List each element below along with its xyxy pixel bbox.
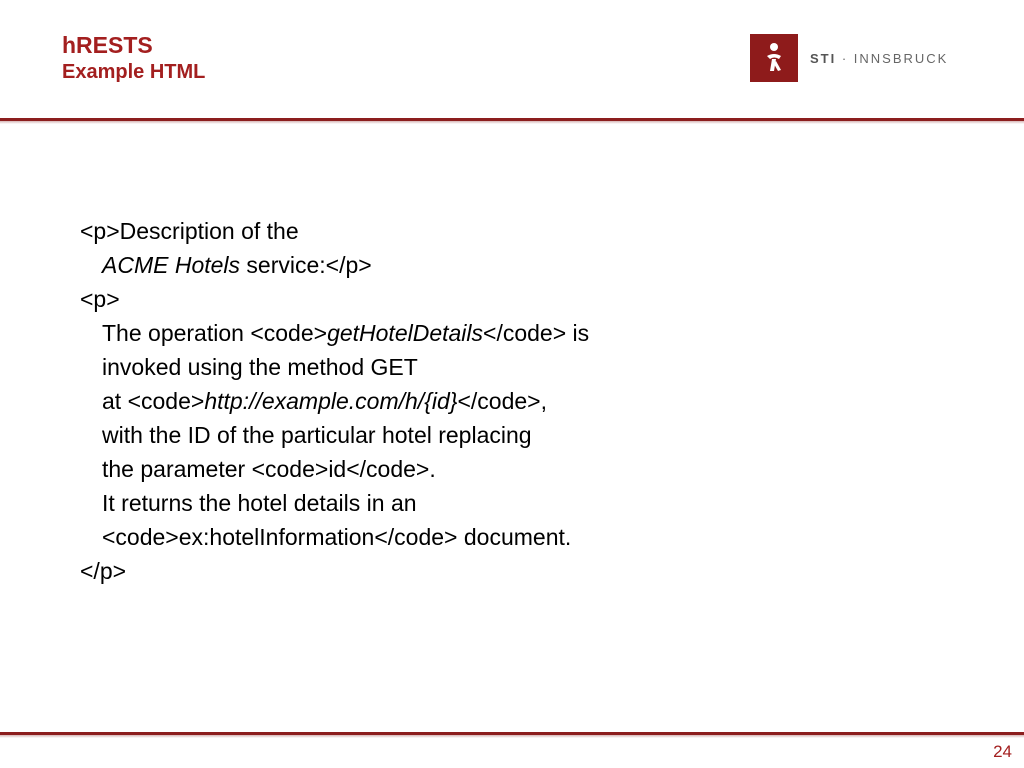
code-emphasis: getHotelDetails bbox=[327, 320, 484, 346]
sti-logo-icon bbox=[750, 34, 798, 82]
code-line bbox=[80, 214, 589, 248]
page-number: 24 bbox=[993, 742, 1012, 761]
code-text: with the ID of the particular hotel replacing bbox=[102, 422, 532, 448]
code-line bbox=[80, 554, 589, 588]
logo-wordmark-rest: · INNSBRUCK bbox=[836, 50, 949, 66]
code-line bbox=[80, 316, 589, 350]
logo-wordmark bbox=[810, 51, 948, 66]
code-text: <p>Description of the bbox=[80, 218, 299, 244]
code-line bbox=[80, 248, 589, 282]
code-text: service:</p> bbox=[240, 252, 372, 278]
logo-wordmark-strong: STI bbox=[810, 50, 837, 66]
code-line bbox=[80, 486, 589, 520]
code-text: <code>ex:hotelInformation</code> document. bbox=[102, 524, 572, 550]
code-text: It returns the hotel details in an bbox=[102, 490, 417, 516]
code-example bbox=[80, 214, 589, 588]
slide-title: hRESTS bbox=[62, 32, 153, 58]
code-text: <p> bbox=[80, 286, 120, 312]
footer-divider-shadow bbox=[0, 735, 1024, 738]
code-line bbox=[80, 384, 589, 418]
slide-subtitle: Example HTML bbox=[62, 61, 206, 83]
code-text: at <code> bbox=[102, 388, 205, 414]
header-divider-shadow bbox=[0, 121, 1024, 124]
code-line bbox=[80, 350, 589, 384]
code-line bbox=[80, 520, 589, 554]
code-text: invoked using the method GET bbox=[102, 354, 418, 380]
code-text: </code>, bbox=[457, 388, 547, 414]
code-text: The operation <code> bbox=[102, 320, 328, 346]
sti-innsbruck-logo bbox=[750, 34, 948, 82]
slide-title-block bbox=[62, 31, 205, 85]
code-line bbox=[80, 452, 589, 486]
code-text: the parameter <code>id</code>. bbox=[102, 456, 436, 482]
code-emphasis: http://example.com/h/{id} bbox=[204, 388, 458, 414]
code-line bbox=[80, 418, 589, 452]
code-text: </code> is bbox=[483, 320, 590, 346]
code-text: </p> bbox=[80, 558, 127, 584]
code-line bbox=[80, 282, 589, 316]
code-emphasis: ACME Hotels bbox=[102, 252, 241, 278]
